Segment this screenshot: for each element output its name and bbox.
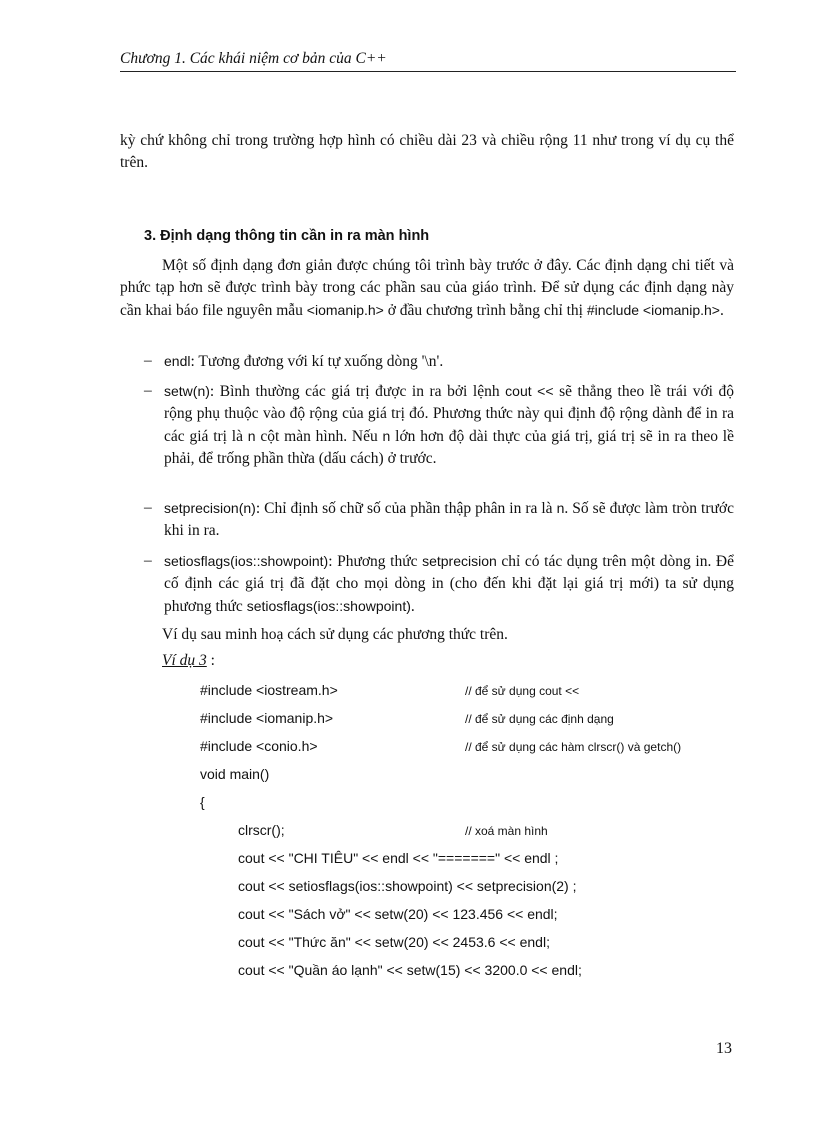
bullet-code: setw(n) bbox=[164, 383, 210, 399]
bullet-code: setprecision(n) bbox=[164, 500, 256, 516]
example-label-suffix: : bbox=[206, 652, 215, 669]
code-line: cout << "Thức ăn" << setw(20) << 2453.6 << endl; bbox=[238, 934, 550, 950]
bullet-text: . bbox=[410, 598, 415, 615]
code-line: #include <iostream.h> bbox=[200, 682, 338, 698]
bullet-text: chỉ có tác dụng trên một dòng in. Để cố định các giá trị đã đặt cho mọi dòng in (cho đến khi đặt lại giá trị mới) ta sử dụng phương thức bbox=[164, 553, 734, 615]
running-header: Chương 1. Các khái niệm cơ bản của C++ bbox=[120, 50, 387, 67]
bullet-text: : Tương đương với kí tự xuống dòng '\n'. bbox=[190, 353, 444, 370]
bullet-code: n bbox=[556, 500, 565, 516]
code-comment: // xoá màn hình bbox=[465, 824, 548, 838]
code-line: clrscr(); bbox=[238, 822, 285, 838]
intro-paragraph: kỳ chứ không chỉ trong trường hợp hình có chiều dài 23 và chiều rộng 11 như trong ví dụ cụ thể trên. bbox=[120, 132, 734, 171]
code-line: { bbox=[200, 794, 205, 810]
bullet-text: : Phương thức bbox=[328, 553, 423, 570]
bullet-text: : Bình thường các giá trị được in ra bởi lệnh bbox=[209, 383, 506, 400]
header-rule bbox=[120, 71, 736, 72]
example-label-text: Ví dụ 3 bbox=[162, 652, 207, 669]
section-paragraph bbox=[120, 255, 734, 322]
code-line: #include <iomanip.h> bbox=[200, 710, 334, 726]
bullet-code: setprecision bbox=[422, 553, 497, 569]
code-line: cout << "CHI TIÊU" << endl << "=======" << endl ; bbox=[238, 850, 559, 866]
bullet-text: cột màn hình. Nếu bbox=[255, 428, 383, 445]
example-label bbox=[162, 652, 215, 670]
bullet-text: : Chỉ định số chữ số của phần thập phân in ra là bbox=[255, 500, 557, 517]
code-line: void main() bbox=[200, 766, 270, 782]
bullet-dash: – bbox=[144, 382, 152, 399]
bullet-setprecision bbox=[144, 497, 734, 542]
bullet-text: sẽ thẳng theo lề trái với độ rộng phụ thuộc vào độ rộng của giá trị đó. Phương thức này qui định độ rộng dành để in ra các giá trị là bbox=[164, 383, 735, 445]
bullet-code: endl bbox=[164, 353, 191, 369]
bullet-dash: – bbox=[144, 499, 152, 516]
bullet-code: cout << bbox=[505, 383, 554, 399]
code-comment: // để sử dụng các hàm clrscr() và getch() bbox=[465, 740, 682, 754]
code-line: cout << "Quần áo lạnh" << setw(15) << 3200.0 << endl; bbox=[238, 962, 582, 978]
page-number: 13 bbox=[716, 1040, 732, 1057]
para-text-a: Một số định dạng đơn giản được chúng tôi trình bày trước ở đây. Các định dạng chi tiết và phức tạp hơn sẽ được trình bày trong các phần sau của giáo trình. Để sử dụng các định dạng này cần khai báo file nguyên mẫu bbox=[120, 257, 734, 319]
bullet-dash: – bbox=[144, 352, 152, 369]
example-lead: Ví dụ sau minh hoạ cách sử dụng các phương thức trên. bbox=[162, 626, 508, 643]
bullet-setw bbox=[144, 380, 734, 470]
para-text-end: . bbox=[719, 302, 724, 319]
code-line: cout << "Sách vở" << setw(20) << 123.456 << endl; bbox=[238, 906, 558, 922]
bullet-text: . Số sẽ được làm tròn trước khi in ra. bbox=[164, 500, 735, 539]
code-line: cout << setiosflags(ios::showpoint) << setprecision(2) ; bbox=[238, 878, 577, 894]
bullet-code: n bbox=[382, 428, 391, 444]
section-heading: 3. Định dạng thông tin cần in ra màn hình bbox=[144, 228, 430, 244]
code-line: #include <conio.h> bbox=[200, 738, 318, 754]
para-text-mid: ở đầu chương trình bằng chỉ thị bbox=[383, 302, 587, 319]
bullet-setiosflags bbox=[144, 550, 734, 618]
code-comment: // để sử dụng cout << bbox=[465, 684, 580, 698]
code-comment: // để sử dụng các định dạng bbox=[465, 712, 614, 726]
bullet-code: setiosflags(ios::showpoint) bbox=[246, 598, 411, 614]
para-code-iomanip: <iomanip.h> bbox=[306, 302, 384, 318]
para-code-include: #include <iomanip.h> bbox=[586, 302, 720, 318]
bullet-code: setiosflags(ios::showpoint) bbox=[164, 553, 329, 569]
bullet-text: lớn hơn độ dài thực của giá trị, giá trị sẽ in ra theo lề phải, để trống phần thừa (dấu cách) ở trước. bbox=[164, 428, 734, 467]
bullet-endl bbox=[144, 350, 734, 373]
bullet-code: n bbox=[247, 428, 256, 444]
bullet-dash: – bbox=[144, 552, 152, 569]
